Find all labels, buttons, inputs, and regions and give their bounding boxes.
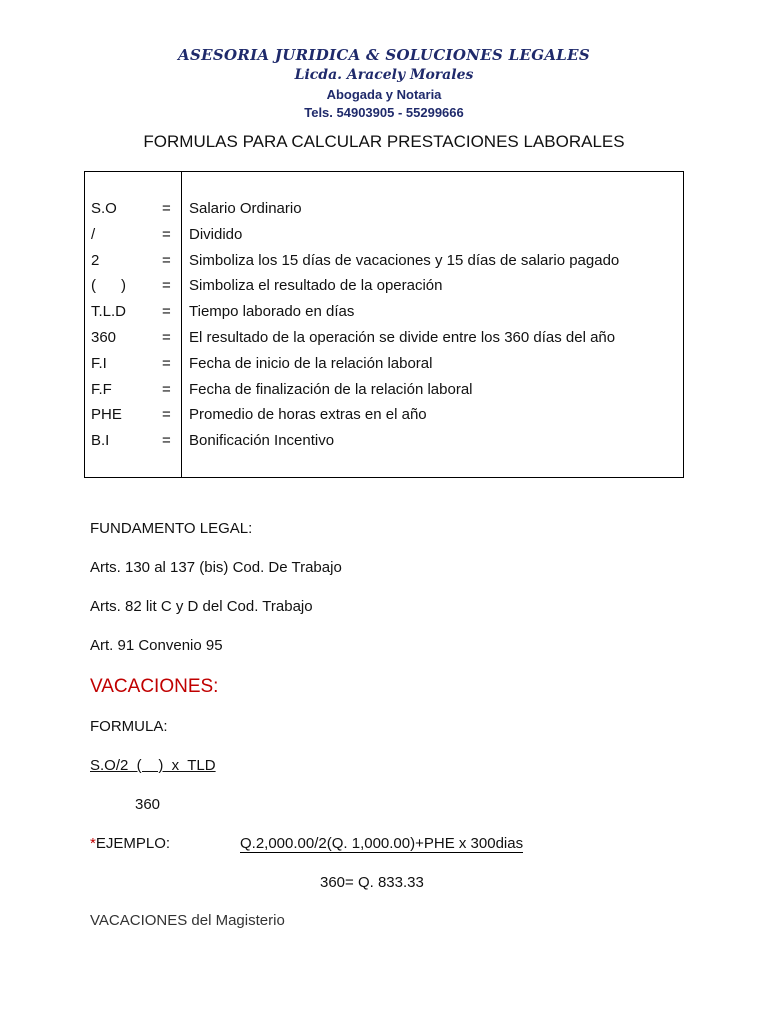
lawyer-name: Licda. Aracely Morales — [294, 67, 474, 83]
phone-numbers: Tels. 54903905 - 55299666 — [304, 105, 464, 120]
legend-symbol: 360 — [91, 329, 117, 346]
legend-row — [85, 381, 683, 407]
legend-equals: = — [162, 432, 171, 450]
example-asterisk: * — [90, 835, 96, 852]
fundamento-item: Arts. 82 lit C y D del Cod. Trabajo — [90, 598, 313, 615]
lawyer-role: Abogada y Notaria — [326, 87, 442, 102]
document-title: FORMULAS PARA CALCULAR PRESTACIONES LABORALES — [143, 132, 625, 151]
legend-description: Simboliza el resultado de la operación — [189, 277, 443, 295]
legend-description: Salario Ordinario — [189, 200, 302, 217]
legend-equals: = — [162, 277, 171, 295]
legend-row — [85, 355, 683, 381]
legend-description: Bonificación Incentivo — [189, 432, 335, 450]
legend-row — [85, 406, 683, 432]
legend-equals: = — [162, 354, 171, 372]
fundamento-heading: FUNDAMENTO LEGAL: — [90, 520, 253, 537]
legend-row — [85, 432, 683, 458]
legend-row — [85, 226, 683, 252]
legend-symbol: / — [91, 225, 96, 243]
legend-description: Simboliza los 15 días de vacaciones y 15 días de salario pagado — [189, 251, 620, 269]
firm-name: ASESORIA JURIDICA & SOLUCIONES LEGALES — [178, 46, 590, 64]
legend-table — [84, 171, 684, 478]
legend-equals: = — [162, 406, 171, 424]
example-label: EJEMPLO: — [95, 835, 171, 852]
legend-description: Fecha de finalización de la relación laboral — [189, 380, 473, 398]
legend-equals: = — [162, 329, 171, 346]
legend-description: Promedio de horas extras en el año — [189, 406, 427, 424]
legend-row — [85, 277, 683, 303]
vacaciones-formula: S.O/2 ( ) x TLD — [90, 757, 216, 774]
legend-row — [85, 200, 683, 226]
formula-denominator: 360 — [135, 796, 161, 813]
example-label-group — [90, 835, 170, 852]
example-result: 360= Q. 833.33 — [320, 874, 424, 891]
legend-description: El resultado de la operación se divide entre los 360 días del año — [189, 329, 616, 346]
legend-row — [85, 303, 683, 329]
vacaciones-title: VACACIONES: — [90, 676, 219, 697]
legend-equals: = — [162, 200, 171, 217]
fundamento-item: Arts. 130 al 137 (bis) Cod. De Trabajo — [90, 559, 342, 576]
legend-equals: = — [162, 303, 171, 321]
legend-row — [85, 329, 683, 355]
legend-symbol: B.I — [91, 432, 110, 450]
legend-equals: = — [162, 251, 171, 269]
legend-symbol: PHE — [91, 406, 122, 424]
legend-symbol: F.I — [91, 354, 107, 372]
legend-equals: = — [162, 380, 171, 398]
legend-symbol: ( ) — [91, 277, 126, 295]
legend-symbol: 2 — [91, 251, 100, 269]
legend-symbol: T.L.D — [91, 303, 127, 321]
magisterio-heading: VACACIONES del Magisterio — [90, 912, 285, 929]
example-formula: Q.2,000.00/2(Q. 1,000.00)+PHE x 300dias — [240, 835, 524, 852]
legend-symbol: S.O — [91, 200, 117, 217]
legend-row — [85, 252, 683, 278]
legend-equals: = — [162, 225, 171, 243]
legend-description: Tiempo laborado en días — [189, 303, 355, 321]
legend-description: Fecha de inicio de la relación laboral — [189, 354, 433, 372]
fundamento-item: Art. 91 Convenio 95 — [90, 637, 223, 654]
legend-symbol: F.F — [91, 380, 112, 398]
legend-description: Dividido — [189, 225, 243, 243]
formula-label: FORMULA: — [90, 718, 168, 735]
